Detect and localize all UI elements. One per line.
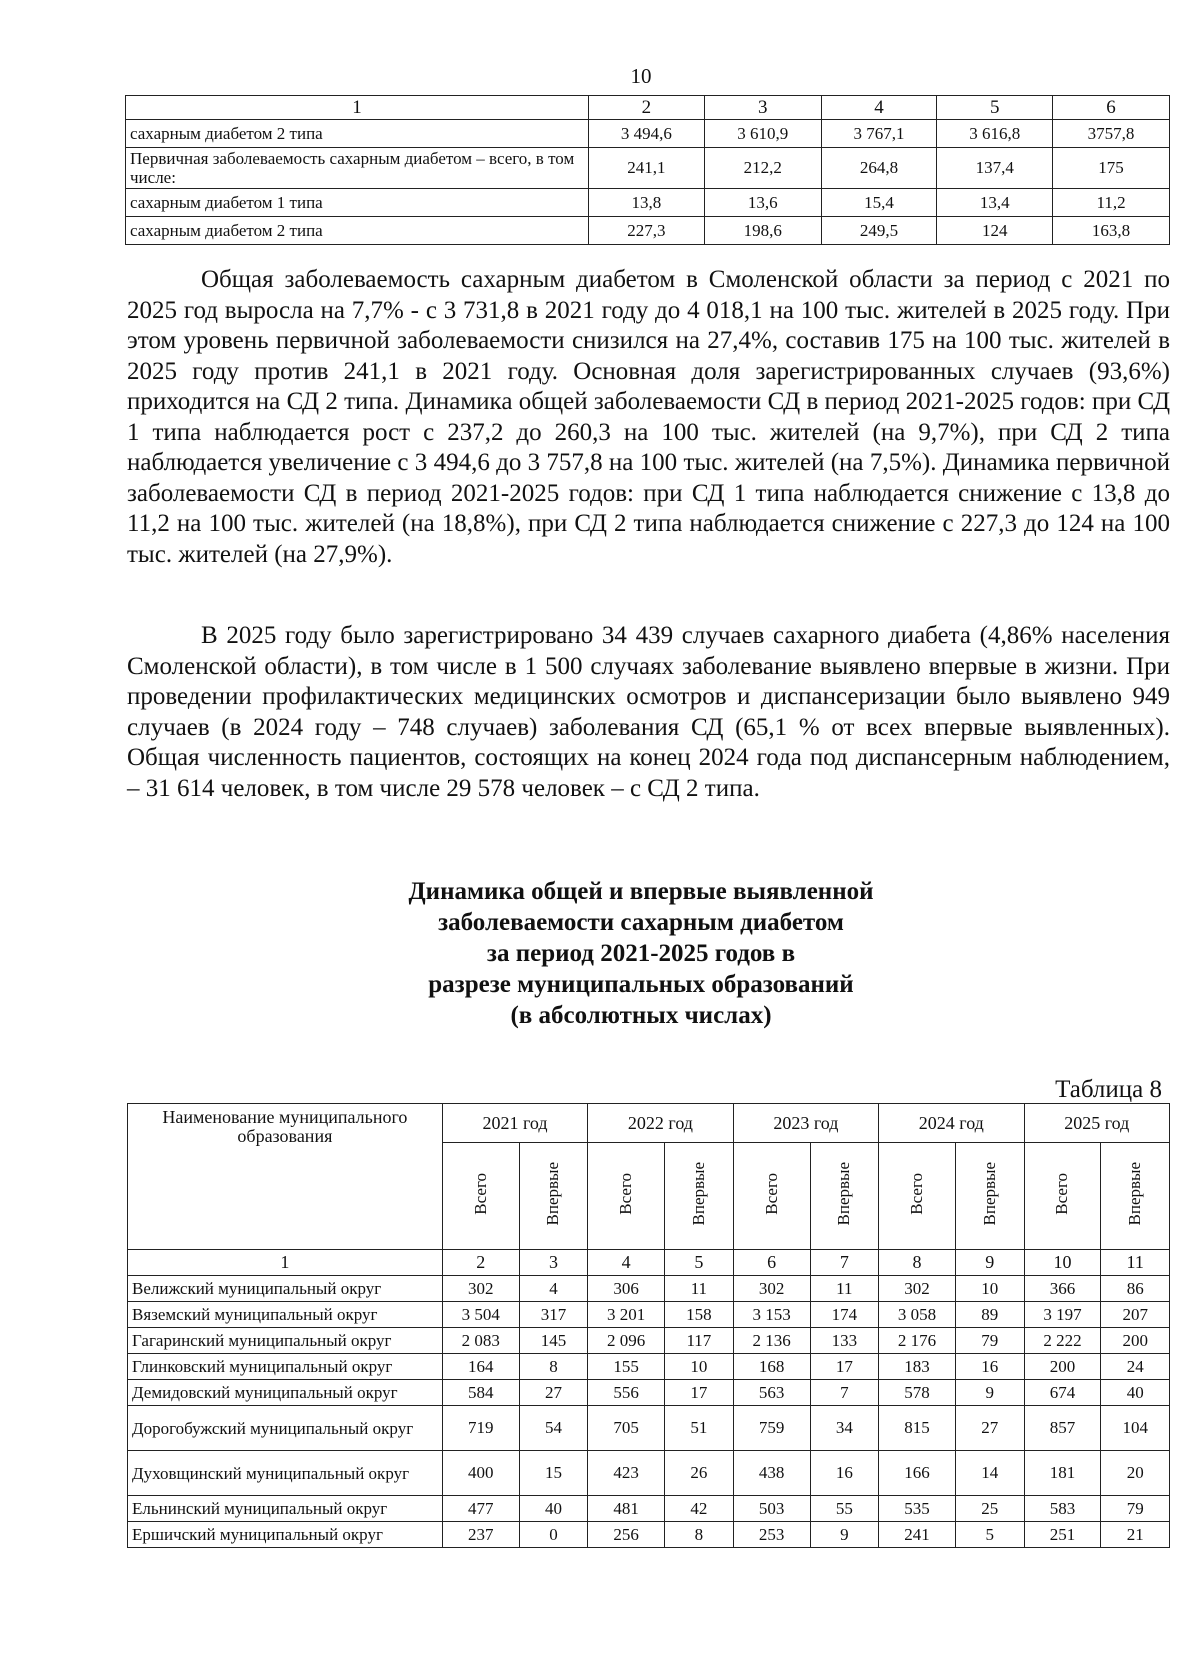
case-count-cell: 241	[879, 1522, 956, 1548]
row-label: сахарным диабетом 1 типа	[126, 189, 589, 217]
case-count-cell: 200	[1101, 1328, 1170, 1354]
case-count-cell: 27	[519, 1380, 588, 1406]
heading-line: за период 2021-2025 годов в	[486, 940, 796, 967]
case-count-cell: 237	[442, 1522, 519, 1548]
case-count-cell: 181	[1024, 1451, 1101, 1496]
heading-line: Динамика общей и впервые выявленной	[408, 878, 874, 905]
case-count-cell: 168	[733, 1354, 810, 1380]
case-count-cell: 3 153	[733, 1302, 810, 1328]
municipality-name: Дорогобужский муниципальный округ	[128, 1406, 443, 1451]
municipal-incidence-table	[127, 1103, 1170, 1548]
case-count-cell: 10	[665, 1354, 734, 1380]
rate-cell: 249,5	[821, 217, 937, 245]
year-header: 2023 год	[733, 1104, 878, 1143]
rate-cell: 3757,8	[1053, 120, 1170, 148]
rate-cell: 227,3	[589, 217, 705, 245]
case-count-cell: 21	[1101, 1522, 1170, 1548]
case-count-cell: 477	[442, 1496, 519, 1522]
municipality-name: Гагаринский муниципальный округ	[128, 1328, 443, 1354]
column-index: 5	[665, 1250, 734, 1276]
subheader-new	[665, 1143, 734, 1250]
subheader-new-label: Впервые	[834, 1161, 854, 1226]
case-count-cell: 200	[1024, 1354, 1101, 1380]
case-count-cell: 578	[879, 1380, 956, 1406]
case-count-cell: 164	[442, 1354, 519, 1380]
table-row	[128, 1496, 1170, 1522]
rate-cell: 124	[937, 217, 1053, 245]
case-count-cell: 9	[955, 1380, 1024, 1406]
column-index: 5	[937, 96, 1053, 120]
year-header: 2022 год	[588, 1104, 733, 1143]
case-count-cell: 256	[588, 1522, 665, 1548]
table-row	[128, 1302, 1170, 1328]
case-count-cell: 133	[810, 1328, 879, 1354]
municipality-name: Велижский муниципальный округ	[128, 1276, 443, 1302]
case-count-cell: 3 201	[588, 1302, 665, 1328]
row-label: сахарным диабетом 2 типа	[126, 120, 589, 148]
case-count-cell: 7	[810, 1380, 879, 1406]
case-count-cell: 0	[519, 1522, 588, 1548]
subheader-total-label: Всего	[1052, 1172, 1072, 1215]
year-header: 2024 год	[879, 1104, 1024, 1143]
case-count-cell: 3 058	[879, 1302, 956, 1328]
column-index: 10	[1024, 1250, 1101, 1276]
subheader-new	[1101, 1143, 1170, 1250]
row-label: сахарным диабетом 2 типа	[126, 217, 589, 245]
rate-cell: 137,4	[937, 148, 1053, 189]
case-count-cell: 759	[733, 1406, 810, 1451]
case-count-cell: 481	[588, 1496, 665, 1522]
case-count-cell: 2 136	[733, 1328, 810, 1354]
rate-cell: 13,8	[589, 189, 705, 217]
name-column-header: Наименование муниципального образования	[128, 1104, 443, 1250]
case-count-cell: 55	[810, 1496, 879, 1522]
case-count-cell: 42	[665, 1496, 734, 1522]
case-count-cell: 25	[955, 1496, 1024, 1522]
subheader-total	[1024, 1143, 1101, 1250]
column-index: 11	[1101, 1250, 1170, 1276]
rate-cell: 198,6	[704, 217, 821, 245]
subheader-total-label: Всего	[907, 1172, 927, 1215]
rate-cell: 3 610,9	[704, 120, 821, 148]
year-header-row	[128, 1104, 1170, 1143]
table-row	[128, 1380, 1170, 1406]
table-caption: Таблица 8	[1055, 1076, 1162, 1103]
rate-cell: 163,8	[1053, 217, 1170, 245]
municipality-name: Ельнинский муниципальный округ	[128, 1496, 443, 1522]
table-row	[126, 189, 1170, 217]
row-label: Первичная заболеваемость сахарным диабетом – всего, в том числе:	[126, 148, 589, 189]
case-count-cell: 8	[665, 1522, 734, 1548]
case-count-cell: 207	[1101, 1302, 1170, 1328]
subheader-total	[733, 1143, 810, 1250]
subheader-total	[588, 1143, 665, 1250]
case-count-cell: 117	[665, 1328, 734, 1354]
case-count-cell: 34	[810, 1406, 879, 1451]
column-index: 6	[1053, 96, 1170, 120]
rate-cell: 13,6	[704, 189, 821, 217]
case-count-cell: 251	[1024, 1522, 1101, 1548]
column-index: 3	[519, 1250, 588, 1276]
case-count-cell: 79	[955, 1328, 1024, 1354]
case-count-cell: 155	[588, 1354, 665, 1380]
case-count-cell: 2 096	[588, 1328, 665, 1354]
case-count-cell: 174	[810, 1302, 879, 1328]
subheader-total-label: Всего	[616, 1172, 636, 1215]
case-count-cell: 16	[955, 1354, 1024, 1380]
case-count-cell: 719	[442, 1406, 519, 1451]
case-count-cell: 4	[519, 1276, 588, 1302]
subheader-new	[519, 1143, 588, 1250]
top-table-header-row	[126, 96, 1170, 120]
case-count-cell: 556	[588, 1380, 665, 1406]
case-count-cell: 86	[1101, 1276, 1170, 1302]
column-index-row	[128, 1250, 1170, 1276]
case-count-cell: 9	[810, 1522, 879, 1548]
subheader-new	[955, 1143, 1024, 1250]
case-count-cell: 583	[1024, 1496, 1101, 1522]
case-count-cell: 51	[665, 1406, 734, 1451]
table-row	[128, 1406, 1170, 1451]
municipality-name: Духовщинский муниципальный округ	[128, 1451, 443, 1496]
case-count-cell: 306	[588, 1276, 665, 1302]
page-number: 10	[630, 64, 652, 88]
rate-cell: 13,4	[937, 189, 1053, 217]
municipality-name: Вяземский муниципальный округ	[128, 1302, 443, 1328]
column-index: 3	[704, 96, 821, 120]
case-count-cell: 16	[810, 1451, 879, 1496]
case-count-cell: 302	[733, 1276, 810, 1302]
year-header: 2021 год	[442, 1104, 587, 1143]
case-count-cell: 24	[1101, 1354, 1170, 1380]
case-count-cell: 104	[1101, 1406, 1170, 1451]
column-index: 1	[126, 96, 589, 120]
column-index: 9	[955, 1250, 1024, 1276]
case-count-cell: 10	[955, 1276, 1024, 1302]
subheader-total-label: Всего	[761, 1172, 781, 1215]
subheader-new-label: Впервые	[688, 1161, 708, 1226]
municipality-name: Демидовский муниципальный округ	[128, 1380, 443, 1406]
case-count-cell: 145	[519, 1328, 588, 1354]
case-count-cell: 11	[665, 1276, 734, 1302]
subheader-new-label: Впервые	[543, 1161, 563, 1226]
rate-cell: 241,1	[589, 148, 705, 189]
subheader-new-label: Впервые	[979, 1161, 999, 1226]
table-row	[128, 1451, 1170, 1496]
case-count-cell: 183	[879, 1354, 956, 1380]
case-count-cell: 166	[879, 1451, 956, 1496]
rate-cell: 11,2	[1053, 189, 1170, 217]
case-count-cell: 584	[442, 1380, 519, 1406]
case-count-cell: 40	[1101, 1380, 1170, 1406]
case-count-cell: 674	[1024, 1380, 1101, 1406]
case-count-cell: 17	[665, 1380, 734, 1406]
case-count-cell: 2 083	[442, 1328, 519, 1354]
case-count-cell: 705	[588, 1406, 665, 1451]
case-count-cell: 89	[955, 1302, 1024, 1328]
table-row	[126, 120, 1170, 148]
case-count-cell: 54	[519, 1406, 588, 1451]
case-count-cell: 26	[665, 1451, 734, 1496]
subheader-new-label: Впервые	[1125, 1161, 1145, 1226]
subheader-new	[810, 1143, 879, 1250]
case-count-cell: 158	[665, 1302, 734, 1328]
column-index: 1	[128, 1250, 443, 1276]
rate-cell: 212,2	[704, 148, 821, 189]
case-count-cell: 8	[519, 1354, 588, 1380]
case-count-cell: 27	[955, 1406, 1024, 1451]
column-index: 7	[810, 1250, 879, 1276]
case-count-cell: 503	[733, 1496, 810, 1522]
case-count-cell: 14	[955, 1451, 1024, 1496]
table-row	[128, 1276, 1170, 1302]
case-count-cell: 3 197	[1024, 1302, 1101, 1328]
case-count-cell: 15	[519, 1451, 588, 1496]
rate-cell: 175	[1053, 148, 1170, 189]
case-count-cell: 11	[810, 1276, 879, 1302]
table-row	[126, 217, 1170, 245]
column-index: 8	[879, 1250, 956, 1276]
table-heading	[0, 876, 1200, 1031]
heading-line: разрезе муниципальных образований	[428, 971, 854, 998]
municipality-name: Глинковский муниципальный округ	[128, 1354, 443, 1380]
subheader-total-label: Всего	[470, 1172, 490, 1215]
table-row	[128, 1328, 1170, 1354]
case-count-cell: 438	[733, 1451, 810, 1496]
case-count-cell: 40	[519, 1496, 588, 1522]
case-count-cell: 423	[588, 1451, 665, 1496]
case-count-cell: 857	[1024, 1406, 1101, 1451]
subheader-total	[879, 1143, 956, 1250]
case-count-cell: 400	[442, 1451, 519, 1496]
paragraph-incidence-dynamics: Общая заболеваемость сахарным диабетом в Смоленской области за период с 2021 по 2025 год выросла на 7,7% - с 3 731,8 в 2021 году до 4 018,1 на 100 тыс. жителей в 2025 году. При этом уровень первичной заболеваемости снизился на 27,4%, составив 175 на 100 тыс. жителей в 2025 году против 241,1 в 2021 году. Основная доля зарегистрированных случаев (93,6%) приходится на СД 2 типа. Динамика общей заболеваемости СД в период 2021-2025 годов: при СД 1 типа наблюдается рост с 237,2 до 260,3 на 100 тыс. жителей (на 9,7%), при СД 2 типа наблюдается увеличение с 3 494,6 до 3 757,8 на 100 тыс. жителей (на 7,5%). Динамика первичной заболеваемости СД в период 2021-2025 годов: при СД 1 типа наблюдается снижение с 13,8 до 11,2 на 100 тыс. жителей (на 18,8%), при СД 2 типа наблюдается снижение с 227,3 до 124 на 100 тыс. жителей (на 27,9%).	[127, 266, 1170, 568]
case-count-cell: 2 176	[879, 1328, 956, 1354]
case-count-cell: 302	[442, 1276, 519, 1302]
table-row	[126, 148, 1170, 189]
case-count-cell: 5	[955, 1522, 1024, 1548]
column-index: 2	[589, 96, 705, 120]
case-count-cell: 815	[879, 1406, 956, 1451]
column-index: 2	[442, 1250, 519, 1276]
table-row	[128, 1522, 1170, 1548]
case-count-cell: 79	[1101, 1496, 1170, 1522]
subheader-total	[442, 1143, 519, 1250]
incidence-rate-table	[125, 95, 1170, 245]
municipality-name: Ершичский муниципальный округ	[128, 1522, 443, 1548]
column-index: 6	[733, 1250, 810, 1276]
heading-line: заболеваемости сахарным диабетом	[438, 909, 844, 936]
case-count-cell: 563	[733, 1380, 810, 1406]
paragraph-registered-cases: В 2025 году было зарегистрировано 34 439 случаев сахарного диабета (4,86% населения Смоленской области), в том числе в 1 500 случаях заболевание выявлено впервые в жизни. При проведении профилактических медицинских осмотров и диспансеризации было выявлено 949 случаев (в 2024 году – 748 случаев) заболевания СД (65,1 % от всех впервые выявленных). Общая численность пациентов, состоящих на конец 2024 года под диспансерным наблюдением, – 31 614 человек, в том числе 29 578 человек – с СД 2 типа.	[127, 622, 1170, 802]
column-index: 4	[588, 1250, 665, 1276]
case-count-cell: 253	[733, 1522, 810, 1548]
case-count-cell: 17	[810, 1354, 879, 1380]
case-count-cell: 317	[519, 1302, 588, 1328]
rate-cell: 3 767,1	[821, 120, 937, 148]
rate-cell: 264,8	[821, 148, 937, 189]
rate-cell: 3 494,6	[589, 120, 705, 148]
table-row	[128, 1354, 1170, 1380]
rate-cell: 15,4	[821, 189, 937, 217]
case-count-cell: 2 222	[1024, 1328, 1101, 1354]
case-count-cell: 535	[879, 1496, 956, 1522]
column-index: 4	[821, 96, 937, 120]
case-count-cell: 3 504	[442, 1302, 519, 1328]
case-count-cell: 20	[1101, 1451, 1170, 1496]
case-count-cell: 366	[1024, 1276, 1101, 1302]
heading-line: (в абсолютных числах)	[510, 1002, 772, 1029]
year-header: 2025 год	[1024, 1104, 1169, 1143]
rate-cell: 3 616,8	[937, 120, 1053, 148]
case-count-cell: 302	[879, 1276, 956, 1302]
